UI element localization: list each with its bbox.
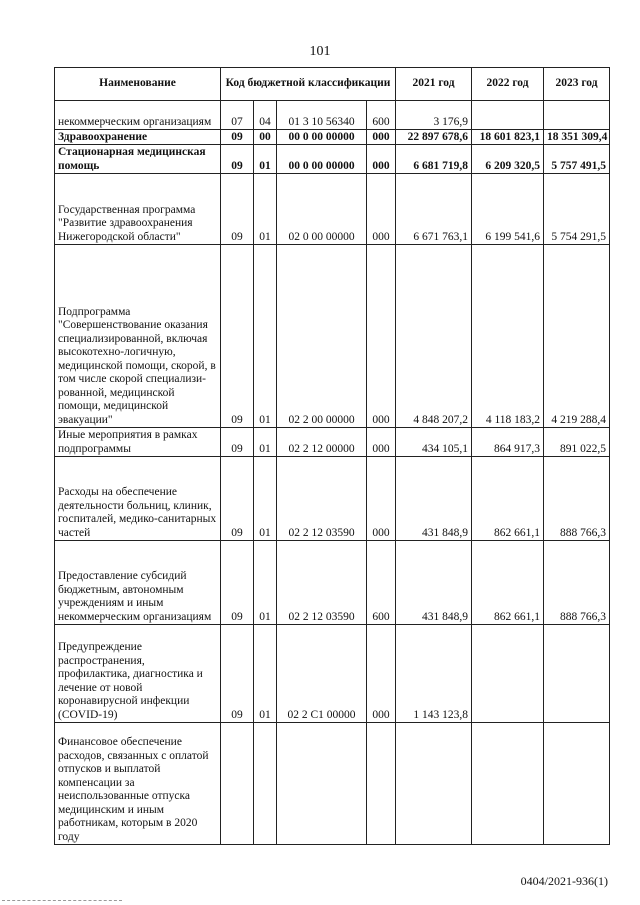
code-subsection: 01 <box>254 457 277 541</box>
value-2022: 6 199 541,6 <box>472 174 544 245</box>
code-target: 02 2 12 03590 <box>277 457 367 541</box>
row-name: Финансовое обеспечение расходов, связанных с оплатой отпусков и выплатой компенсации за неиспользованные отпуска медицинским и иным работникам, которым в 2020 году <box>55 723 221 845</box>
table-row <box>55 428 610 457</box>
code-expense-type: 000 <box>367 428 396 457</box>
row-name: Подпрограмма "Совершенствование оказания специализированной, включая высокотехно-логичную, медицинской помощи, скорой, в том числе скорой специализи-рованной, медицинской помощи, медицинской эвакуации" <box>55 245 221 428</box>
value-2022: 4 118 183,2 <box>472 245 544 428</box>
value-2022: 18 601 823,1 <box>472 130 544 145</box>
row-name: Предоставление субсидий бюджетным, автономным учреждениям и иным некоммерческим организациям <box>55 541 221 625</box>
value-2022 <box>472 625 544 723</box>
header-code: Код бюджетной классификации <box>221 68 396 101</box>
code-expense-type: 000 <box>367 625 396 723</box>
row-name: Здравоохранение <box>55 130 221 145</box>
header-name: Наименование <box>55 68 221 101</box>
value-2023: 5 754 291,5 <box>544 174 610 245</box>
header-2021: 2021 год <box>396 68 472 101</box>
code-target: 01 3 10 56340 <box>277 101 367 130</box>
code-section: 09 <box>221 245 254 428</box>
code-section: 09 <box>221 145 254 174</box>
code-section: 07 <box>221 101 254 130</box>
code-expense-type <box>367 723 396 845</box>
value-2023 <box>544 101 610 130</box>
value-2023: 4 219 288,4 <box>544 245 610 428</box>
code-expense-type: 000 <box>367 457 396 541</box>
value-2023 <box>544 723 610 845</box>
row-name: Иные мероприятия в рамках подпрограммы <box>55 428 221 457</box>
code-expense-type: 000 <box>367 145 396 174</box>
code-expense-type: 600 <box>367 541 396 625</box>
value-2023: 888 766,3 <box>544 541 610 625</box>
code-target: 00 0 00 00000 <box>277 130 367 145</box>
table-header-row <box>55 68 610 101</box>
page-number: 101 <box>309 44 331 59</box>
value-2023: 891 022,5 <box>544 428 610 457</box>
value-2021: 3 176,9 <box>396 101 472 130</box>
value-2023 <box>544 625 610 723</box>
header-2022: 2022 год <box>472 68 544 101</box>
value-2021: 1 143 123,8 <box>396 625 472 723</box>
value-2022: 862 661,1 <box>472 541 544 625</box>
code-section: 09 <box>221 625 254 723</box>
value-2023: 888 766,3 <box>544 457 610 541</box>
table-row <box>55 130 610 145</box>
code-section: 09 <box>221 428 254 457</box>
code-subsection <box>254 723 277 845</box>
value-2021: 4 848 207,2 <box>396 245 472 428</box>
code-expense-type: 000 <box>367 130 396 145</box>
value-2021: 431 848,9 <box>396 541 472 625</box>
code-section: 09 <box>221 174 254 245</box>
table-row <box>55 723 610 845</box>
code-section: 09 <box>221 130 254 145</box>
code-section: 09 <box>221 541 254 625</box>
code-subsection: 01 <box>254 174 277 245</box>
value-2022: 864 917,3 <box>472 428 544 457</box>
code-subsection: 01 <box>254 245 277 428</box>
code-target: 02 2 12 00000 <box>277 428 367 457</box>
code-subsection: 01 <box>254 145 277 174</box>
value-2023: 18 351 309,4 <box>544 130 610 145</box>
code-target <box>277 723 367 845</box>
table-row <box>55 101 610 130</box>
value-2022 <box>472 723 544 845</box>
code-subsection: 04 <box>254 101 277 130</box>
value-2022 <box>472 101 544 130</box>
row-name: Расходы на обеспечение деятельности больниц, клиник, госпиталей, медико-санитарных частей <box>55 457 221 541</box>
code-subsection: 00 <box>254 130 277 145</box>
code-expense-type: 000 <box>367 245 396 428</box>
value-2022: 862 661,1 <box>472 457 544 541</box>
document-code: 0404/2021-936(1) <box>520 874 608 888</box>
code-section: 09 <box>221 457 254 541</box>
table-row <box>55 174 610 245</box>
table-row <box>55 457 610 541</box>
table-row <box>55 541 610 625</box>
code-section <box>221 723 254 845</box>
table-row <box>55 625 610 723</box>
code-target: 02 2 00 00000 <box>277 245 367 428</box>
code-expense-type: 600 <box>367 101 396 130</box>
value-2023: 5 757 491,5 <box>544 145 610 174</box>
value-2021: 6 671 763,1 <box>396 174 472 245</box>
value-2021: 22 897 678,6 <box>396 130 472 145</box>
value-2021: 6 681 719,8 <box>396 145 472 174</box>
code-subsection: 01 <box>254 541 277 625</box>
code-target: 02 0 00 00000 <box>277 174 367 245</box>
code-target: 00 0 00 00000 <box>277 145 367 174</box>
row-name: Предупреждение распространения, профилактика, диагностика и лечение от новой коронавирусной инфекции (COVID-19) <box>55 625 221 723</box>
value-2021: 434 105,1 <box>396 428 472 457</box>
code-expense-type: 000 <box>367 174 396 245</box>
value-2021: 431 848,9 <box>396 457 472 541</box>
table-row <box>55 245 610 428</box>
row-name: некоммерческим организациям <box>55 101 221 130</box>
row-name: Государственная программа "Развитие здравоохранения Нижегородской области" <box>55 174 221 245</box>
value-2022: 6 209 320,5 <box>472 145 544 174</box>
value-2021 <box>396 723 472 845</box>
table-row <box>55 145 610 174</box>
code-subsection: 01 <box>254 428 277 457</box>
budget-table <box>54 67 610 845</box>
scan-edge-line <box>2 900 122 901</box>
code-target: 02 2 12 03590 <box>277 541 367 625</box>
code-target: 02 2 C1 00000 <box>277 625 367 723</box>
header-2023: 2023 год <box>544 68 610 101</box>
code-subsection: 01 <box>254 625 277 723</box>
row-name: Стационарная медицинская помощь <box>55 145 221 174</box>
